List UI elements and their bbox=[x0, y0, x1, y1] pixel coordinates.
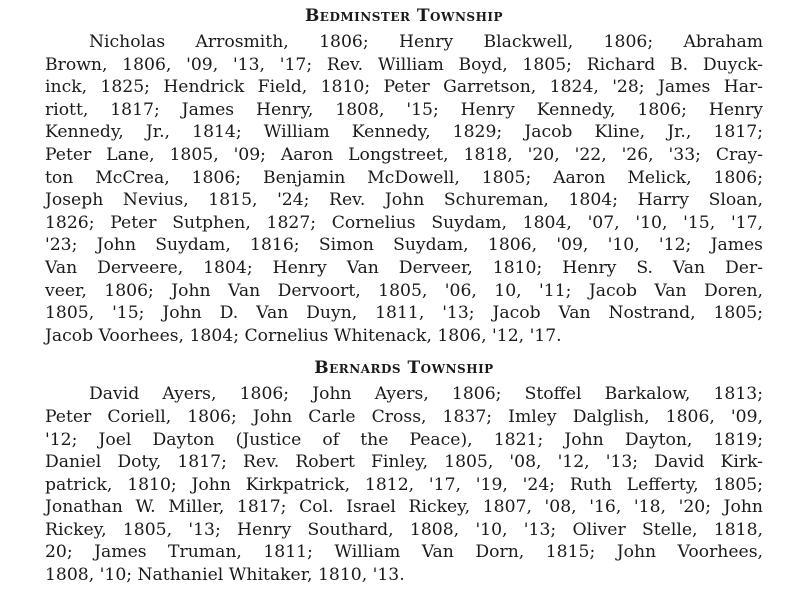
text-line: David Ayers, 1806; John Ayers, 1806; Stoffel Barkalow, 1813; bbox=[89, 384, 763, 405]
text-line: '12; Joel Dayton (Justice of the Peace), 1821; John Dayton, 1819; bbox=[45, 429, 763, 450]
text-line: inck, 1825; Hendrick Field, 1810; Peter Garretson, 1824, '28; James Har- bbox=[45, 77, 763, 98]
text-line: 1805, '15; John D. Van Duyn, 1811, '13; Jacob Van Nostrand, 1805; bbox=[45, 303, 763, 324]
text-line: Peter Lane, 1805, '09; Aaron Longstreet, 1818, '20, '22, '26, '33; Cray- bbox=[45, 144, 763, 165]
text-line: 1808, '10; Nathaniel Whitaker, 1810, '13. bbox=[45, 565, 405, 586]
text-line: Jacob Voorhees, 1804; Cornelius Whitenack, 1806, '12, '17. bbox=[45, 325, 562, 346]
section-body-bedminster bbox=[45, 31, 763, 347]
text-line: Nicholas Arrosmith, 1806; Henry Blackwell, 1806; Abraham bbox=[89, 32, 763, 52]
text-line: Daniel Doty, 1817; Rev. Robert Finley, 1805, '08, '12, '13; David Kirk- bbox=[45, 452, 763, 473]
document-page bbox=[45, 0, 763, 587]
section-heading-bedminster: Bedminster Township bbox=[304, 6, 504, 26]
text-line: 1826; Peter Sutphen, 1827; Cornelius Suydam, 1804, '07, '10, '15, '17, bbox=[45, 212, 763, 233]
text-line: ton McCrea, 1806; Benjamin McDowell, 1805; Aaron Melick, 1806; bbox=[45, 167, 763, 188]
text-line: Kennedy, Jr., 1814; William Kennedy, 1829; Jacob Kline, Jr., 1817; bbox=[45, 122, 763, 143]
text-line: Joseph Nevius, 1815, '24; Rev. John Schureman, 1804; Harry Sloan, bbox=[45, 190, 763, 211]
text-line: Peter Coriell, 1806; John Carle Cross, 1837; Imley Dalglish, 1806, '09, bbox=[45, 406, 763, 427]
text-line: riott, 1817; James Henry, 1808, '15; Henry Kennedy, 1806; Henry bbox=[45, 99, 763, 120]
text-line: Rickey, 1805, '13; Henry Southard, 1808, '10, '13; Oliver Stelle, 1818, bbox=[45, 519, 763, 540]
text-line: 20; James Truman, 1811; William Van Dorn, 1815; John Voorhees, bbox=[45, 542, 763, 563]
text-line: veer, 1806; John Van Dervoort, 1805, '06, 10, '11; Jacob Van Doren, bbox=[45, 280, 763, 301]
text-line: Brown, 1806, '09, '13, '17; Rev. William Boyd, 1805; Richard B. Duyck- bbox=[45, 54, 763, 75]
text-line: patrick, 1810; John Kirkpatrick, 1812, '17, '19, '24; Ruth Lefferty, 1805; bbox=[45, 474, 763, 495]
section-body-bernards bbox=[45, 383, 763, 586]
text-line: Van Derveere, 1804; Henry Van Derveer, 1810; Henry S. Van Der- bbox=[45, 257, 763, 278]
section-heading-bernards: Bernards Township bbox=[314, 358, 494, 379]
text-line: Jonathan W. Miller, 1817; Col. Israel Rickey, 1807, '08, '16, '18, '20; John bbox=[45, 497, 763, 518]
text-line: '23; John Suydam, 1816; Simon Suydam, 1806, '09, '10, '12; James bbox=[45, 235, 763, 256]
